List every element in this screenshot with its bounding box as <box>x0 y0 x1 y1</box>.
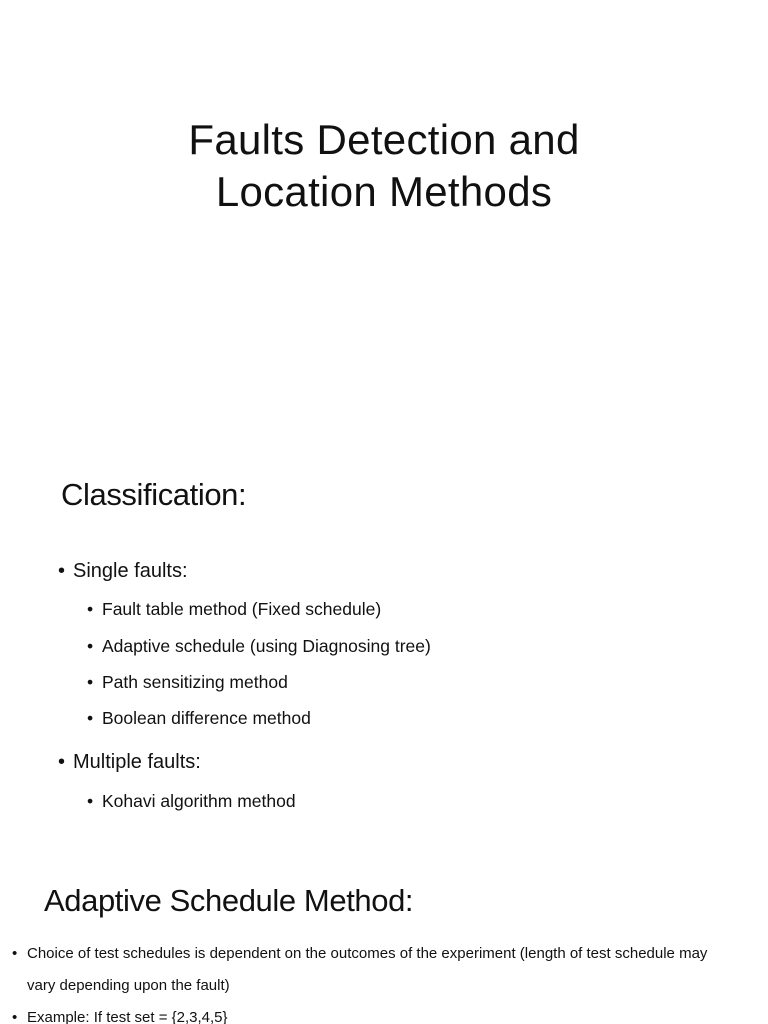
sub-bullet-kohavi <box>87 789 296 813</box>
bullet-text: Example: If test set = {2,3,4,5} <box>27 1009 228 1024</box>
bullet-mark: • <box>87 599 94 619</box>
bullet-test-schedule-choice <box>12 938 764 1002</box>
bullet-multiple-faults <box>58 749 201 775</box>
bullet-text: Adaptive schedule (using Diagnosing tree) <box>102 636 431 656</box>
bullet-example <box>12 1002 764 1024</box>
title-slide <box>0 0 768 440</box>
bullet-text: Fault table method (Fixed schedule) <box>102 599 382 619</box>
sub-bullet-path-sensitizing <box>87 670 288 694</box>
bullet-text: Multiple faults: <box>73 751 201 773</box>
bullet-mark: • <box>87 708 94 728</box>
sub-bullet-boolean-difference <box>87 706 311 730</box>
adaptive-schedule-slide <box>0 855 768 1024</box>
sub-bullet-fault-table <box>87 597 381 621</box>
classification-heading: Classification: <box>61 477 247 512</box>
bullet-text: Boolean difference method <box>102 708 311 728</box>
sub-bullet-adaptive-schedule <box>87 634 431 658</box>
classification-slide <box>0 440 768 855</box>
bullet-text: Single faults: <box>73 560 188 582</box>
bullet-mark: • <box>12 945 18 962</box>
bullet-single-faults <box>58 558 188 584</box>
adaptive-schedule-heading: Adaptive Schedule Method: <box>44 883 414 918</box>
slide-title-line-2: Location Methods <box>215 168 553 215</box>
bullet-text-line-1: Choice of test schedules is dependent on the outcomes of the experiment (length of test schedule may <box>27 945 708 962</box>
bullet-mark: • <box>87 672 94 692</box>
bullet-text: Path sensitizing method <box>102 672 288 692</box>
bullet-mark: • <box>87 791 94 811</box>
bullet-mark: • <box>12 1009 18 1024</box>
bullet-mark: • <box>58 751 66 773</box>
slide-title-line-1: Faults Detection and <box>188 116 580 163</box>
bullet-mark: • <box>58 560 66 582</box>
bullet-text: Kohavi algorithm method <box>102 791 296 811</box>
bullet-text-line-2: vary depending upon the fault) <box>27 977 230 994</box>
bullet-mark: • <box>87 636 94 656</box>
